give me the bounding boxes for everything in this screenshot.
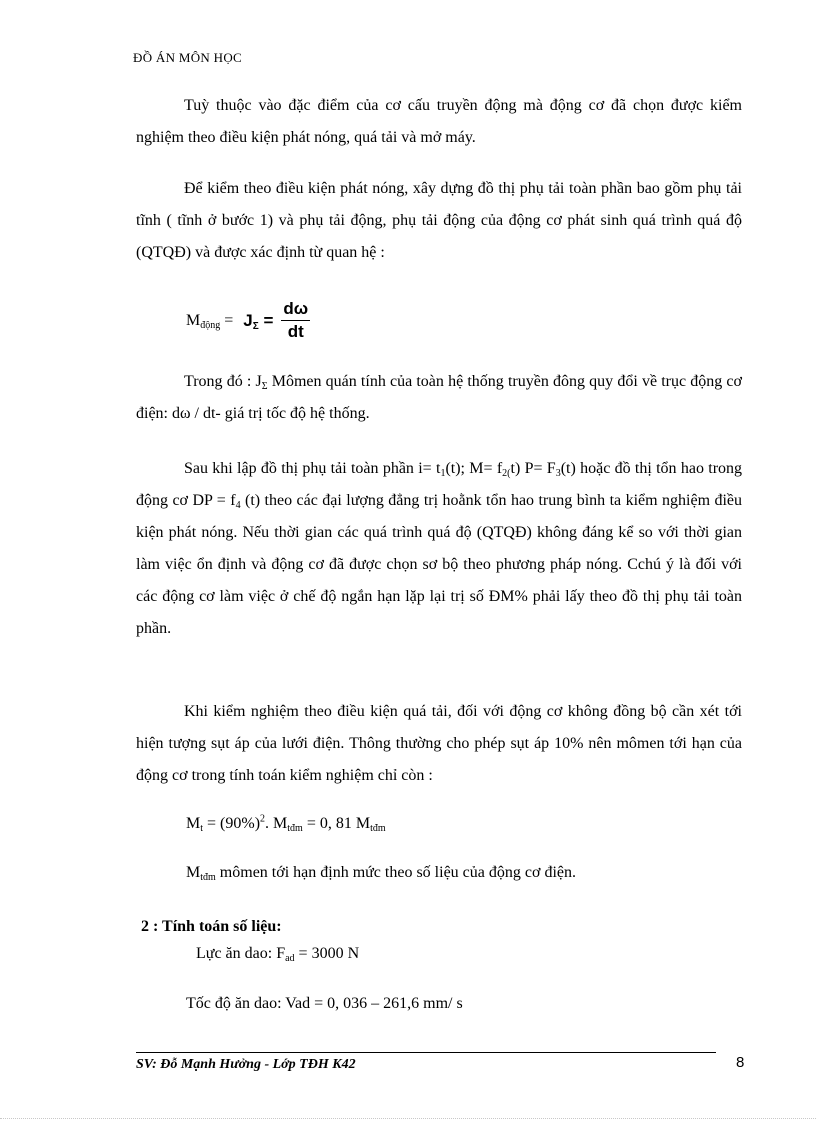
eq1-m: $M_{động}$ =: [186, 311, 234, 331]
eq1-j: $J_\Sigma$ =: [243, 310, 274, 332]
eq1-denominator: dt: [287, 322, 304, 341]
page-number: 8: [736, 1054, 745, 1071]
page-footer: SV: Đỗ Mạnh Hưởng - Lớp TĐH K42: [136, 1057, 356, 1072]
page-bottom-border: [0, 1118, 816, 1119]
equation-motor-torque: [186, 300, 310, 341]
paragraph-3: Trong đó : $J_\Sigma$ Mômen quán tính của toàn hệ thống truyền đông quy đổi về trục động cơ điện: dω / dt- giá trị tốc độ hệ thống.: [136, 373, 742, 422]
eq1-fraction: [281, 300, 310, 341]
feed-speed-line: Tốc độ ăn dao: Vad = 0, 036 – 261,6 mm/ s: [186, 995, 463, 1012]
eq1-numerator: dω: [281, 300, 310, 321]
paragraph-5: Khi kiểm nghiệm theo điều kiện quá tải, đối với động cơ không đồng bộ cần xét tới hiện tượng sụt áp của lưới điện. Thông thường cho phép sụt áp 10% nên mômen tới hạn của động cơ trong tính toán kiểm nghiệm chỉ còn :: [136, 703, 742, 784]
footer-rule: [136, 1052, 716, 1053]
section-heading: 2 : Tính toán số liệu:: [141, 918, 282, 935]
paragraph-1: Tuỳ thuộc vào đặc điểm của cơ cấu truyền động mà động cơ đã chọn được kiểm nghiệm theo điều kiện phát nóng, quá tải và mở máy.: [136, 97, 742, 146]
paragraph-4: Sau khi lập đồ thị phụ tải toàn phần $i= t_1(t)$; $M= f_{2(}t$) $P= F_3(t)$ hoặc đồ thị tổn hao trong động cơ DP = $f_4$ (t) theo các đại lượng đẳng trị hoằnk tổn hao trung bình ta kiểm nghiệm điều kiện phát nóng. Nếu thời gian các quá trình quá độ (QTQĐ) không đáng kể so với thời gian làm việc ổn định và động cơ đã được chọn sơ bộ theo phương pháp nóng. Cchú ý là đối với các động cơ làm việc ở chế độ ngắn hạn lặp lại trị số ĐM% phải lấy theo đồ thị phụ tải toàn phần.: [136, 460, 743, 637]
page-header: ĐỒ ÁN MÔN HỌC: [133, 50, 242, 65]
feed-force-line: Lực ăn dao: $F_{ad} = 3000$ N: [196, 945, 360, 964]
paragraph-6: $M_{tđm}$ mômen tới hạn định mức theo số liệu của động cơ điện.: [186, 864, 576, 883]
equation-critical-torque: $M_t = (90\%)^2$. $M_{tđm} = 0$, 81 $M_{tđm}$: [186, 813, 386, 834]
paragraph-2: Để kiểm theo điều kiện phát nóng, xây dựng đồ thị phụ tải toàn phần bao gồm phụ tải tĩnh ( tĩnh ở bước 1) và phụ tải động, phụ tải động của động cơ phát sinh quá trình quá độ (QTQĐ) và được xác định từ quan hệ :: [136, 180, 742, 261]
